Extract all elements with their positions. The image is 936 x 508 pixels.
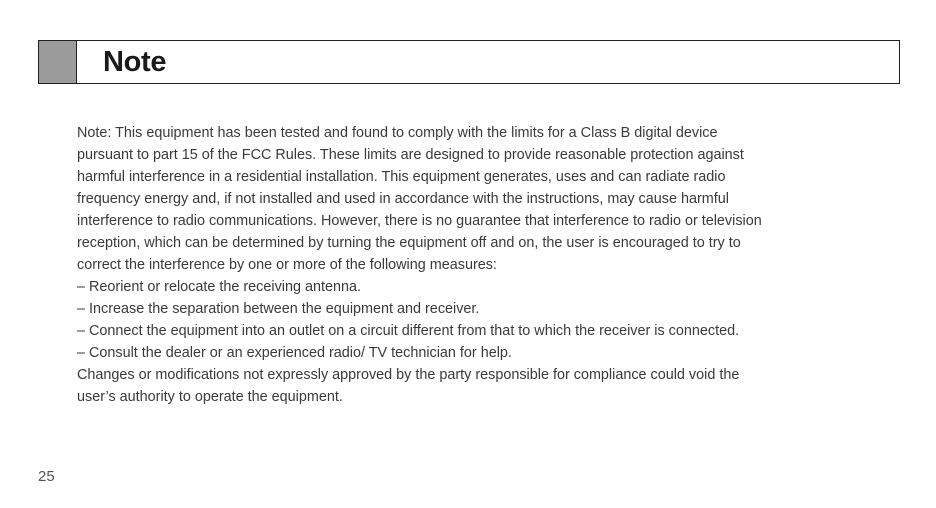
- notice-line: Note: This equipment has been tested and found to comply with the limits for a Class B digital device: [77, 125, 718, 141]
- page-title: Note: [103, 46, 167, 78]
- notice-line: Changes or modifications not expressly approved by the party responsible for compliance could void the: [77, 367, 740, 383]
- notice-line: interference to radio communications. However, there is no guarantee that interference to radio or television: [77, 213, 762, 229]
- notice-line: harmful interference in a residential installation. This equipment generates, uses and can radiate radio: [77, 169, 726, 185]
- notice-line: user’s authority to operate the equipment.: [77, 389, 343, 405]
- fcc-notice-text: [77, 122, 897, 408]
- measure-item: – Reorient or relocate the receiving antenna.: [77, 279, 361, 295]
- measure-item: – Increase the separation between the equipment and receiver.: [77, 301, 480, 317]
- notice-line: pursuant to part 15 of the FCC Rules. These limits are designed to provide reasonable protection against: [77, 147, 744, 163]
- notice-line: frequency energy and, if not installed and used in accordance with the instructions, may cause harmful: [77, 191, 729, 207]
- section-header: [38, 40, 900, 84]
- page-number: 25: [38, 468, 55, 485]
- notice-line: correct the interference by one or more of the following measures:: [77, 257, 497, 273]
- measure-item: – Connect the equipment into an outlet on a circuit different from that to which the receiver is connected.: [77, 323, 740, 339]
- notice-line: reception, which can be determined by turning the equipment off and on, the user is encouraged to try to: [77, 235, 741, 251]
- header-accent-bar: [39, 41, 77, 83]
- measure-item: – Consult the dealer or an experienced radio/ TV technician for help.: [77, 345, 512, 361]
